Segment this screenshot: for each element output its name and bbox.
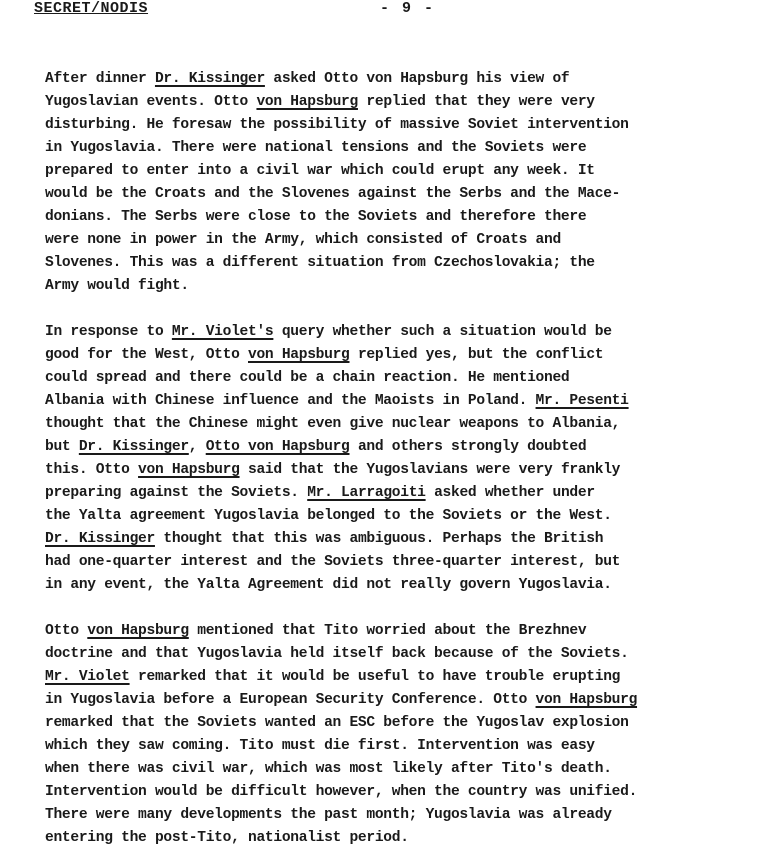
text-line: Albania with Chinese influence and the Maoists in Poland. Mr. Pesenti [45,393,629,409]
underlined-name: von Hapsburg [535,692,638,708]
underlined-name: Dr. Kissinger [45,531,155,547]
underlined-name: von Hapsburg [248,347,350,363]
text-line: prepared to enter into a civil war which could erupt any week. It [45,163,595,179]
text-line: thought that the Chinese might even give nuclear weapons to Albania, [45,416,621,432]
text-line: good for the West, Otto von Hapsburg replied yes, but the conflict [45,347,604,363]
text-line: Yugoslavian events. Otto von Hapsburg replied that they were very [45,94,595,110]
text-line: the Yalta agreement Yugoslavia belonged to the Soviets or the West. [45,508,612,524]
underlined-name: Mr. Pesenti [535,393,629,409]
underlined-name: von Hapsburg [256,94,358,110]
memo-body [45,68,760,861]
text-line: There were many developments the past month; Yugoslavia was already [45,807,612,823]
underlined-name: Mr. Violet's [171,324,274,340]
text-line: remarked that the Soviets wanted an ESC before the Yugoslav explosion [45,715,629,731]
page-number: - 9 - [380,0,436,17]
text-line: Otto von Hapsburg mentioned that Tito worried about the Brezhnev [45,623,587,639]
paragraph-tito-discussion [45,620,760,850]
text-line: donians. The Serbs were close to the Soviets and therefore there [45,209,587,225]
text-line: disturbing. He foresaw the possibility of massive Soviet intervention [45,117,629,133]
underlined-name: Otto von Hapsburg [205,439,350,455]
text-line: entering the post-Tito, nationalist period. [45,830,409,846]
text-line: Dr. Kissinger thought that this was ambiguous. Perhaps the British [45,531,604,547]
text-line: In response to Mr. Violet's query whether such a situation would be [45,324,612,340]
text-line: had one-quarter interest and the Soviets three-quarter interest, but [45,554,621,570]
text-line: Mr. Violet remarked that it would be useful to have trouble erupting [45,669,621,685]
text-line: in Yugoslavia before a European Security Conference. Otto von Hapsburg [45,692,638,708]
text-line: this. Otto von Hapsburg said that the Yugoslavians were very frankly [45,462,621,478]
text-line: in any event, the Yalta Agreement did not really govern Yugoslavia. [45,577,612,593]
underlined-name: Mr. Larragoiti [307,485,426,501]
text-line: Army would fight. [45,278,189,294]
page-header [34,0,754,22]
text-line: would be the Croats and the Slovenes against the Serbs and the Mace- [45,186,621,202]
underlined-name: von Hapsburg [138,462,240,478]
text-line: were none in power in the Army, which consisted of Croats and [45,232,561,248]
text-line: could spread and there could be a chain reaction. He mentioned [45,370,570,386]
classification-marking: SECRET/NODIS [34,0,149,17]
underlined-name: von Hapsburg [87,623,189,639]
underlined-name: Dr. Kissinger [78,439,189,455]
text-line: doctrine and that Yugoslavia held itself back because of the Soviets. [45,646,629,662]
underlined-name: Dr. Kissinger [154,71,265,87]
text-line: Intervention would be difficult however, when the country was unified. [45,784,638,800]
text-line: which they saw coming. Tito must die first. Intervention was easy [45,738,595,754]
text-line: Slovenes. This was a different situation from Czechoslovakia; the [45,255,595,271]
text-line: when there was civil war, which was most likely after Tito's death. [45,761,612,777]
paragraph-dinner-discussion [45,68,760,298]
text-line: but Dr. Kissinger, Otto von Hapsburg and others strongly doubted [45,439,587,455]
text-line: in Yugoslavia. There were national tensions and the Soviets were [45,140,587,156]
text-line: After dinner Dr. Kissinger asked Otto von Hapsburg his view of [45,71,570,87]
text-line: preparing against the Soviets. Mr. Larragoiti asked whether under [45,485,595,501]
underlined-name: Mr. Violet [45,669,130,685]
paragraph-west-response [45,321,760,597]
